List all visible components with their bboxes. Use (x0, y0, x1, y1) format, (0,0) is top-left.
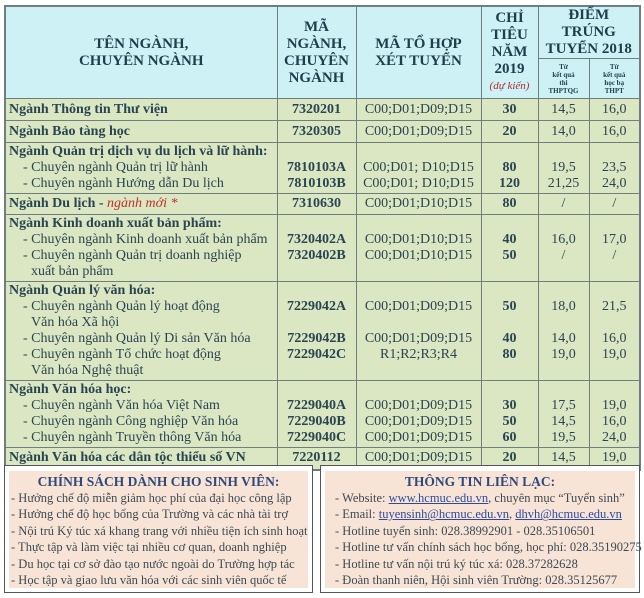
specialization-name-cont: xuất bản phẩm (31, 264, 114, 279)
major-title: Ngành Bảo tàng học (9, 123, 130, 139)
new-major-tag: ngành mới * (107, 196, 178, 211)
subject-combo: C00;D01;D09;D15 (356, 448, 481, 470)
quota: 60 (502, 430, 517, 445)
score-thptqg: 21,25 (547, 176, 580, 191)
subject-combo: C00;D01;D09;D15 (364, 299, 473, 314)
table-row (5, 121, 640, 143)
major-code: 7320402A (286, 232, 347, 247)
subject-combo: C00;D01;D09;D15 (356, 121, 481, 143)
quota: 20 (481, 448, 538, 470)
projected-note: (dự kiến) (489, 80, 530, 92)
score-hocba: 17,0 (602, 232, 627, 247)
major-code: 7220112 (277, 448, 356, 470)
policy-item: - Thực tập và làm việc tại nhiều cơ quan, doanh nghiệp (11, 540, 287, 555)
specialization-name: - Chuyên ngành Tổ chức hoạt động (23, 347, 221, 362)
specialization-name: - Chuyên ngành Quản lý hoạt động (23, 299, 220, 314)
major-title: Ngành Văn hóa học: (9, 382, 132, 397)
email-link-university[interactable]: dhvh@hcmuc.edu.vn (515, 507, 622, 522)
major-title: Ngành Quản trị dịch vụ du lịch và lữ hành: (9, 144, 268, 159)
score-thptqg: / (561, 248, 566, 263)
contact-hotline: - Đoàn thanh niên, Hội sinh viên Trường: 028.35125677 (335, 573, 618, 588)
score-hocba: 19,0 (589, 448, 640, 470)
header-subject-combo: MÃ TỔ HỢP XÉT TUYỂN (356, 6, 481, 99)
score-thptqg: 19,5 (551, 160, 576, 175)
score-hocba: / (612, 248, 617, 263)
contact-hotline: - Hotline tuyển sinh: 028.38992901 - 028.35106501 (335, 523, 596, 538)
major-title: Ngành Du lịch - ngành mới * (9, 196, 178, 211)
student-policy-box (4, 465, 313, 593)
quota: 80 (502, 160, 517, 175)
score-thptqg: 14,0 (538, 121, 589, 143)
specialization-name: - Chuyên ngành Công nghiệp Văn hóa (23, 414, 239, 429)
quota: 80 (502, 347, 517, 362)
major-code: 7229040B (287, 414, 346, 429)
major-code: 7320402B (287, 248, 346, 263)
subject-combo: C00;D01;D10;D15 (356, 194, 481, 215)
major-title: Ngành Quản lý văn hóa: (9, 283, 156, 298)
score-hocba: 23,5 (602, 160, 627, 175)
policy-item: - Học tập và giao lưu văn hóa với các sinh viên quốc tế (11, 573, 287, 588)
major-code: 7320305 (277, 121, 356, 143)
policy-item: - Nội trú Ký túc xá khang trang với nhiều tiện ích sinh hoạt (11, 523, 308, 538)
header-score-hocba: Từ kết quả học bạ THPT (589, 59, 640, 99)
specialization-name-cont: Văn hóa Nghệ thuật (31, 363, 144, 378)
score-hocba: 16,0 (589, 121, 640, 143)
subject-combo: C00;D01; D10;D15 (363, 176, 474, 191)
score-hocba: 19,0 (602, 398, 627, 413)
score-thptqg: 18,0 (551, 299, 576, 314)
policy-title: CHÍNH SÁCH DÀNH CHO SINH VIÊN: (37, 474, 280, 489)
major-title: Ngành Kinh doanh xuất bản phẩm: (9, 216, 222, 231)
score-thptqg: 14,5 (538, 448, 589, 470)
subject-combo: C00;D01; D10;D15 (363, 160, 474, 175)
major-code: 7229042A (286, 299, 347, 314)
policy-item: - Du học tại cơ sở đào tạo nước ngoài do Trường hợp tác (11, 556, 295, 571)
header-major-code: MÃ NGÀNH, CHUYÊN NGÀNH (277, 6, 356, 99)
score-hocba: / (589, 194, 640, 215)
score-hocba: 16,0 (602, 414, 627, 429)
contact-info-box (320, 465, 640, 593)
specialization-name: - Chuyên ngành Quản lý Di sản Văn hóa (23, 331, 251, 346)
subject-combo: C00;D01;D10;D15 (364, 232, 473, 247)
subject-combo: C00;D01;D09;D15 (364, 331, 473, 346)
quota: 50 (502, 414, 517, 429)
quota: 40 (502, 331, 517, 346)
major-code: 7229042C (286, 347, 347, 362)
major-code: 7229042B (287, 331, 346, 346)
policy-item: - Hưởng chế độ học bổng của Trường và các nhà tài trợ (11, 507, 289, 522)
contact-title: THÔNG TIN LIÊN LẠC: (404, 474, 556, 489)
specialization-name: - Chuyên ngành Văn hóa Việt Nam (23, 398, 220, 413)
major-code: 7229040C (286, 430, 347, 445)
specialization-name-cont: Văn hóa Xã hội (31, 315, 120, 330)
specialization-name: - Chuyên ngành Hướng dẫn Du lịch (23, 176, 224, 191)
header-score-thptqg: Từ kết quả thi THPTQG (538, 59, 589, 99)
header-major-name: TÊN NGÀNH, CHUYÊN NGÀNH (5, 6, 277, 99)
subject-combo: C00;D01;D10;D15 (364, 248, 473, 263)
score-hocba: 24,0 (602, 176, 627, 191)
quota: 50 (502, 248, 517, 263)
contact-hotline: - Hotline tư vấn chính sách học bổng, học phí: 028.35190275 (335, 540, 642, 555)
subject-combo: C00;D01;D09;D15 (364, 430, 473, 445)
major-code: 7320201 (277, 99, 356, 121)
contact-email: - Email: tuyensinh@hcmuc.edu.vn, dhvh@hcmuc.edu.vn (335, 507, 622, 522)
quota: 80 (481, 194, 538, 215)
quota: 30 (481, 99, 538, 121)
quota: 40 (502, 232, 517, 247)
major-code: 7810103B (287, 176, 346, 191)
header-score-2018: ĐIỂM TRÚNG TUYỂN 2018 (538, 6, 640, 59)
table-row (5, 215, 640, 282)
score-hocba: 16,0 (589, 99, 640, 121)
score-thptqg: 19,0 (551, 347, 576, 362)
quota: 120 (499, 176, 520, 191)
table-row (5, 381, 640, 448)
table-row (5, 99, 640, 121)
subject-combo: C00;D01;D09;D15 (364, 414, 473, 429)
specialization-name: - Chuyên ngành Quản trị doanh nghiệp (23, 248, 242, 263)
website-link[interactable]: www.hcmuc.edu.vn (388, 491, 489, 505)
subject-combo: R1;R2;R3;R4 (379, 347, 458, 362)
contact-website: - Website: www.hcmuc.edu.vn, chuyên mục “Tuyển sinh” (335, 491, 625, 505)
table-row (5, 194, 640, 215)
contact-hotline: - Hotline tư vấn nội trú ký túc xá: 028.37282628 (335, 556, 578, 571)
subject-combo: C00;D01;D09;D15 (364, 398, 473, 413)
quota: 20 (481, 121, 538, 143)
quota: 30 (502, 398, 517, 413)
score-thptqg: 19,5 (551, 430, 576, 445)
policy-item: - Hưởng chế độ miễn giảm học phí của đại học công lập (11, 491, 292, 505)
score-thptqg: 14,0 (551, 331, 576, 346)
quota: 50 (502, 299, 517, 314)
subject-combo: C00;D01;D09;D15 (356, 99, 481, 121)
score-thptqg: 17,5 (551, 398, 576, 413)
score-hocba: 16,0 (602, 331, 627, 346)
major-code: 7810103A (286, 160, 347, 175)
specialization-name: - Chuyên ngành Quản trị lữ hành (23, 160, 208, 175)
major-title: Ngành Văn hóa các dân tộc thiểu số VN (9, 450, 246, 466)
score-hocba: 19,0 (602, 347, 627, 362)
score-thptqg: / (538, 194, 589, 215)
header-quota-2019: CHỈ TIÊU NĂM 2019 (dự kiến) (481, 6, 538, 99)
major-code: 7310630 (277, 194, 356, 215)
table-row (5, 282, 640, 381)
score-thptqg: 14,5 (551, 414, 576, 429)
score-hocba: 21,5 (602, 299, 627, 314)
major-title: Ngành Thông tin Thư viện (9, 101, 168, 117)
specialization-name: - Chuyên ngành Kinh doanh xuất bản phẩm (23, 232, 268, 247)
major-code: 7229040A (286, 398, 347, 413)
admission-table (4, 5, 641, 471)
specialization-name: - Chuyên ngành Truyền thông Văn hóa (23, 430, 242, 445)
score-hocba: 24,0 (602, 430, 627, 445)
score-thptqg: 14,5 (538, 99, 589, 121)
email-link-admissions[interactable]: tuyensinh@hcmuc.edu.vn (378, 507, 509, 522)
table-row (5, 143, 640, 194)
score-thptqg: 16,0 (551, 232, 576, 247)
